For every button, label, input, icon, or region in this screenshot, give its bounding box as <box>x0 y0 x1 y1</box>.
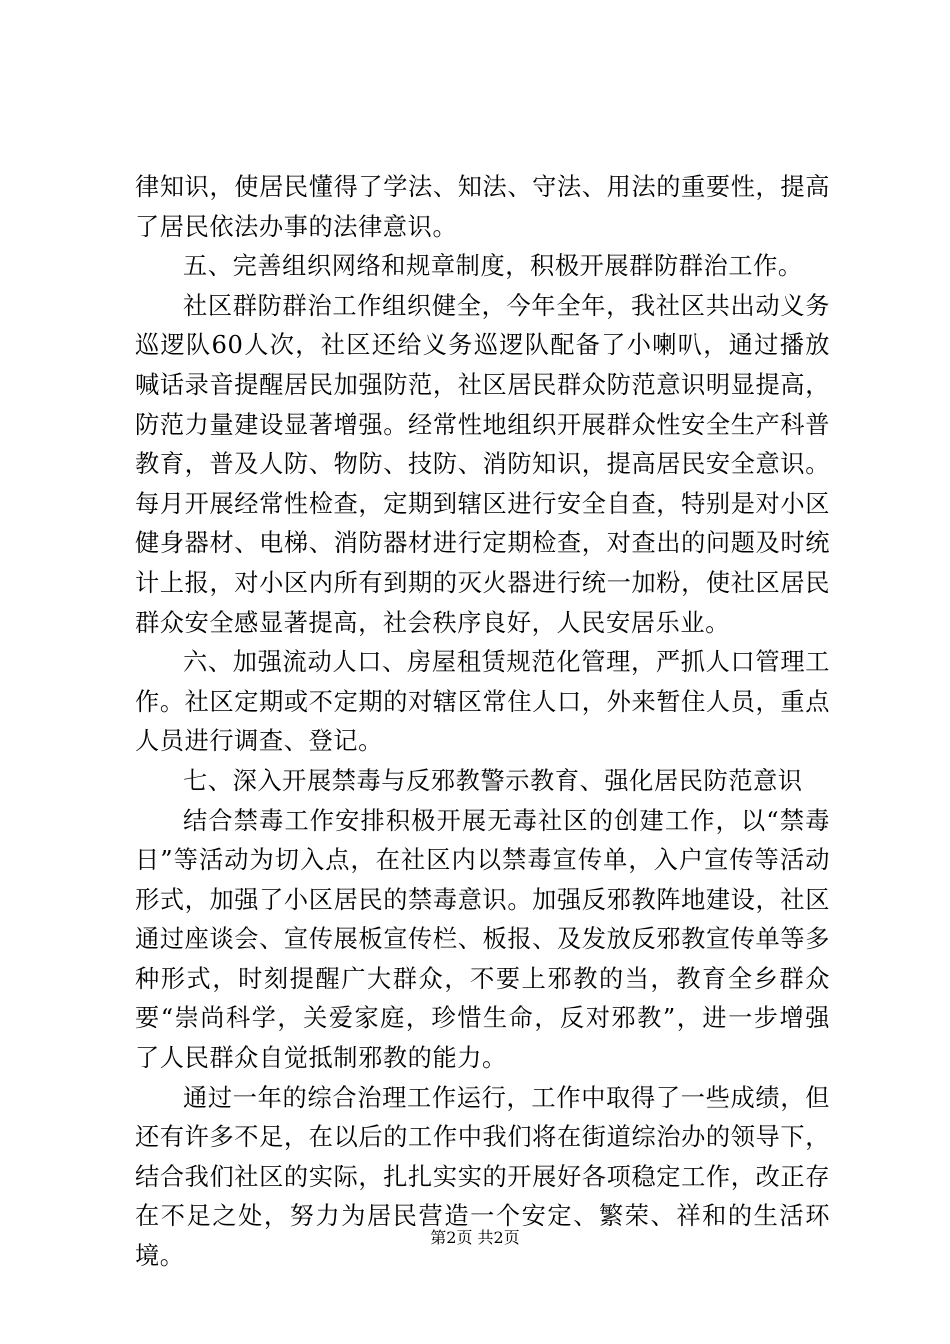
document-body <box>135 168 830 1277</box>
heading-section-seven: 七、深入开展禁毒与反邪教警示教育、强化居民防范意识 <box>183 766 803 795</box>
paragraph-law-awareness: 律知识，使居民懂得了学法、知法、守法、用法的重要性，提高了居民依法办事的法律意识。 <box>135 173 830 241</box>
paragraph-section-six: 六、加强流动人口、房屋租赁规范化管理，严抓人口管理工作。社区定期或不定期的对辖区常住人口，外来暂住人员，重点人员进行调查、登记。 <box>135 648 830 756</box>
paragraph-conclusion: 通过一年的综合治理工作运行，工作中取得了一些成绩，但还有许多不足，在以后的工作中我们将在街道综治办的领导下，结合我们社区的实际，扎扎实实的开展好各项稳定工作，改正存在不足之处，努力为居民营造一个安定、繁荣、祥和的生活环境。 <box>135 1083 830 1271</box>
page-number-footer: 第2页 共2页 <box>430 1228 520 1247</box>
paragraph-anti-drug: 结合禁毒工作安排积极开展无毒社区的创建工作，以“禁毒日”等活动为切入点，在社区内以禁毒宣传单，入户宣传等活动形式，加强了小区居民的禁毒意识。加强反邪教阵地建设，社区通过座谈会、宣传展板宣传栏、板报、及发放反邪教宣传单等多种形式，时刻提醒广大群众，不要上邪教的当，教育全乡群众要“崇尚科学，关爱家庭，珍惜生命，反对邪教”，进一步增强了人民群众自觉抵制邪教的能力。 <box>135 806 830 1073</box>
paragraph-group-defense: 社区群防群治工作组织健全，今年全年，我社区共出动义务巡逻队60人次，社区还给义务巡逻队配备了小喇叭，通过播放喊话录音提醒居民加强防范，社区居民群众防范意识明显提高，防范力量建设显著增强。经常性地组织开展群众性安全生产科普教育，普及人防、物防、技防、消防知识，提高居民安全意识。每月开展经常性检查，定期到辖区进行安全自查，特别是对小区健身器材、电梯、消防器材进行定期检查，对查出的问题及时统计上报，对小区内所有到期的灭火器进行统一加粉，使社区居民群众安全感显著提高，社会秩序良好，人民安居乐业。 <box>135 291 830 637</box>
heading-section-five: 五、完善组织网络和规章制度，积极开展群防群治工作。 <box>183 252 803 281</box>
